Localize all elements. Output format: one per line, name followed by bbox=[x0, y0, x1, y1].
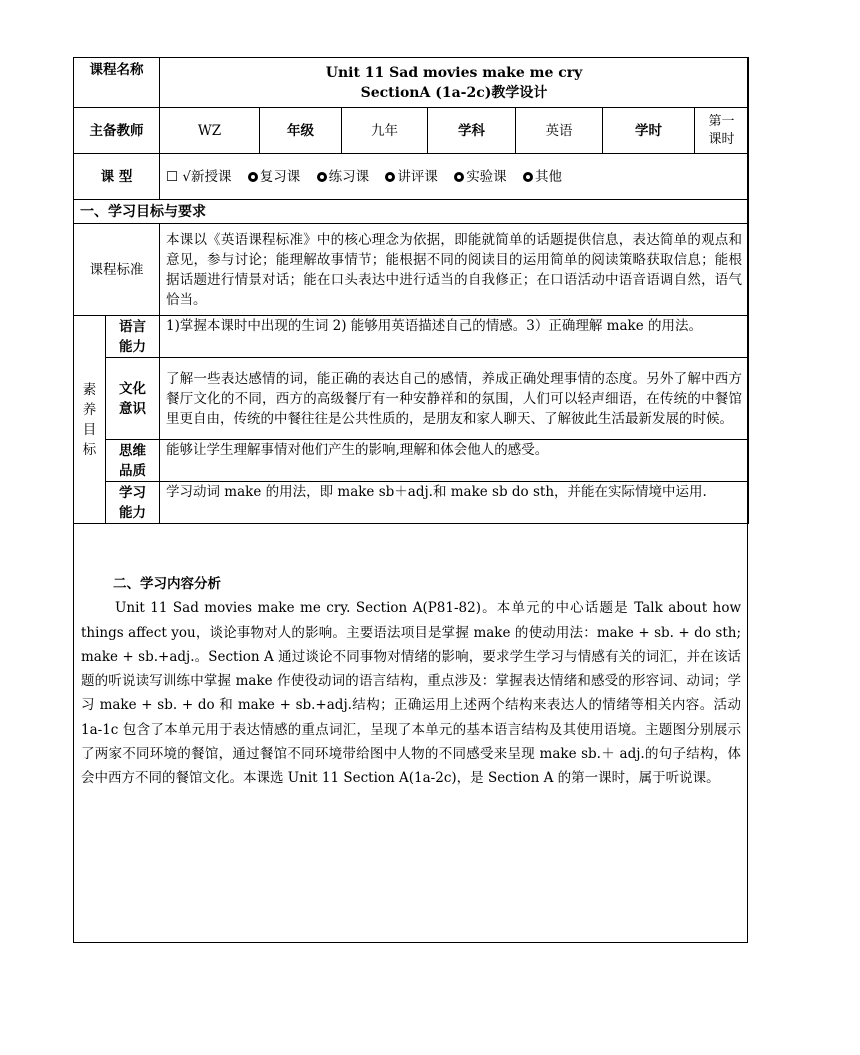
hours-value-line-1: 第一 bbox=[708, 113, 735, 129]
literacy-char: 素 bbox=[82, 381, 97, 398]
item-label-line-2: 能力 bbox=[119, 338, 146, 355]
teacher-label: 主备教师 bbox=[74, 108, 160, 154]
item-label-line-2: 能力 bbox=[119, 504, 146, 521]
teacher-value: WZ bbox=[160, 108, 260, 154]
item-label-line-1: 语言 bbox=[119, 318, 146, 335]
literacy-char: 目 bbox=[82, 421, 97, 438]
subject-label: 学科 bbox=[428, 108, 516, 154]
item-label-line-2: 意识 bbox=[119, 400, 146, 417]
section1-heading-row bbox=[74, 200, 749, 224]
section1-heading: 一、学习目标与要求 bbox=[74, 200, 749, 224]
hours-value bbox=[695, 108, 749, 154]
option-practice-label: 练习课 bbox=[328, 168, 370, 185]
section2-paragraph: Unit 11 Sad movies make me cry. Section A(P81-82)。本单元的中心话题是 Talk about how things affect you，谈论事物对人的影响。主要语法项目是掌握 make 的使动用法：make + sb. + do sth; make + sb.+adj.。Section A 通过谈论不同事物对情绪的影响，要求学生学习与情感有关的词汇，并在该话题的听说读写训练中掌握 make 作使役动词的语言结构，重点涉及：掌握表达情绪和感受的形容词、动词；学习 make + sb. + do 和 make + sb.+adj.结构；正确运用上述两个结构来表达人的情绪等相关内容。活动 1a-1c 包含了本单元用于表达情感的重点词汇，呈现了本单元的基本语言结构及其使用语境。主题图分别展示了两家不同环境的餐馆，通过餐馆不同环境带给图中人物的不同感受来呈现 make sb.＋ adj.的句子结构，体会中西方不同的餐馆文化。本课选 Unit 11 Section A(1a-2c)，是 Section A 的第一课时，属于听说课。 bbox=[81, 600, 741, 787]
course-name-row bbox=[74, 58, 749, 108]
bullet-icon bbox=[248, 172, 258, 182]
item-label-line-2: 品质 bbox=[119, 462, 146, 479]
literacy-row-culture bbox=[74, 358, 749, 440]
standard-text: 本课以《英语课程标准》中的核心理念为依据，即能就简单的话题提供信息，表达简单的观点和意见，参与讨论；能理解故事情节；能根据不同的阅读目的运用简单的阅读策略获取信息；能根据话题进行情景对话；能在口头表达中进行适当的自我修正；在口语活动中语音语调自然，语气恰当。 bbox=[160, 224, 749, 316]
option-practice[interactable] bbox=[317, 167, 370, 187]
title-line-2: SectionA (1a-2c)教学设计 bbox=[360, 84, 548, 101]
literacy-row-language bbox=[74, 316, 749, 358]
bullet-icon bbox=[523, 172, 533, 182]
bullet-icon bbox=[454, 172, 464, 182]
option-experiment-label: 实验课 bbox=[466, 168, 507, 185]
lesson-plan-table bbox=[73, 57, 749, 524]
grade-label: 年级 bbox=[260, 108, 342, 154]
option-experiment[interactable] bbox=[454, 167, 507, 187]
hours-label: 学时 bbox=[603, 108, 695, 154]
item-text: 1)掌握本课时中出现的生词 2) 能够用英语描述自己的情感。3）正确理解 make 的用法。 bbox=[160, 316, 749, 358]
teacher-row bbox=[74, 108, 749, 154]
item-label bbox=[106, 316, 160, 358]
literacy-char: 养 bbox=[82, 401, 97, 418]
course-title bbox=[160, 58, 749, 108]
item-text: 学习动词 make 的用法，即 make sb＋adj.和 make sb do sth，并能在实际情境中运用. bbox=[160, 482, 749, 524]
bullet-icon bbox=[317, 172, 327, 182]
item-label bbox=[106, 440, 160, 482]
literacy-row-learning bbox=[74, 482, 749, 524]
item-label bbox=[106, 358, 160, 440]
section2-heading: 二、学习内容分析 bbox=[113, 576, 221, 592]
subject-value: 英语 bbox=[516, 108, 603, 154]
option-review[interactable] bbox=[248, 167, 301, 187]
option-new-lesson-label: ☐ √新授课 bbox=[166, 168, 232, 185]
option-lecture[interactable] bbox=[385, 167, 438, 187]
course-type-options bbox=[160, 154, 749, 200]
standard-label: 课程标准 bbox=[74, 224, 160, 316]
bullet-icon bbox=[385, 172, 395, 182]
standard-row bbox=[74, 224, 749, 316]
course-type-row bbox=[74, 154, 749, 200]
item-label-line-1: 学习 bbox=[119, 484, 146, 501]
item-label bbox=[106, 482, 160, 524]
course-type-label: 课 型 bbox=[74, 154, 160, 200]
item-text: 能够让学生理解事情对他们产生的影响,理解和体会他人的感受。 bbox=[160, 440, 749, 482]
item-text: 了解一些表达感情的词，能正确的表达自己的感情，养成正确处理事情的态度。另外了解中西方餐厅文化的不同，西方的高级餐厅有一种安静祥和的氛围，人们可以轻声细语，在传统的中餐馆里更自由，传统的中餐往往是公共性质的，是朋友和家人聊天、了解彼此生活最新发展的时候。 bbox=[160, 358, 749, 440]
literacy-row-thinking bbox=[74, 440, 749, 482]
option-other-label: 其他 bbox=[534, 168, 562, 185]
item-label-line-1: 思维 bbox=[119, 442, 146, 459]
course-name-label: 课程名称 bbox=[74, 58, 160, 108]
hours-value-line-2: 课时 bbox=[708, 131, 735, 147]
grade-value: 九年 bbox=[342, 108, 428, 154]
literacy-label bbox=[74, 316, 106, 524]
option-lecture-label: 讲评课 bbox=[397, 168, 438, 185]
title-line-1: Unit 11 Sad movies make me cry bbox=[325, 64, 583, 81]
literacy-char: 标 bbox=[82, 441, 97, 458]
option-review-label: 复习课 bbox=[259, 168, 301, 185]
item-label-line-1: 文化 bbox=[119, 380, 146, 397]
content-analysis bbox=[81, 572, 741, 791]
option-new-lesson[interactable] bbox=[166, 167, 232, 187]
option-other[interactable] bbox=[523, 167, 562, 187]
